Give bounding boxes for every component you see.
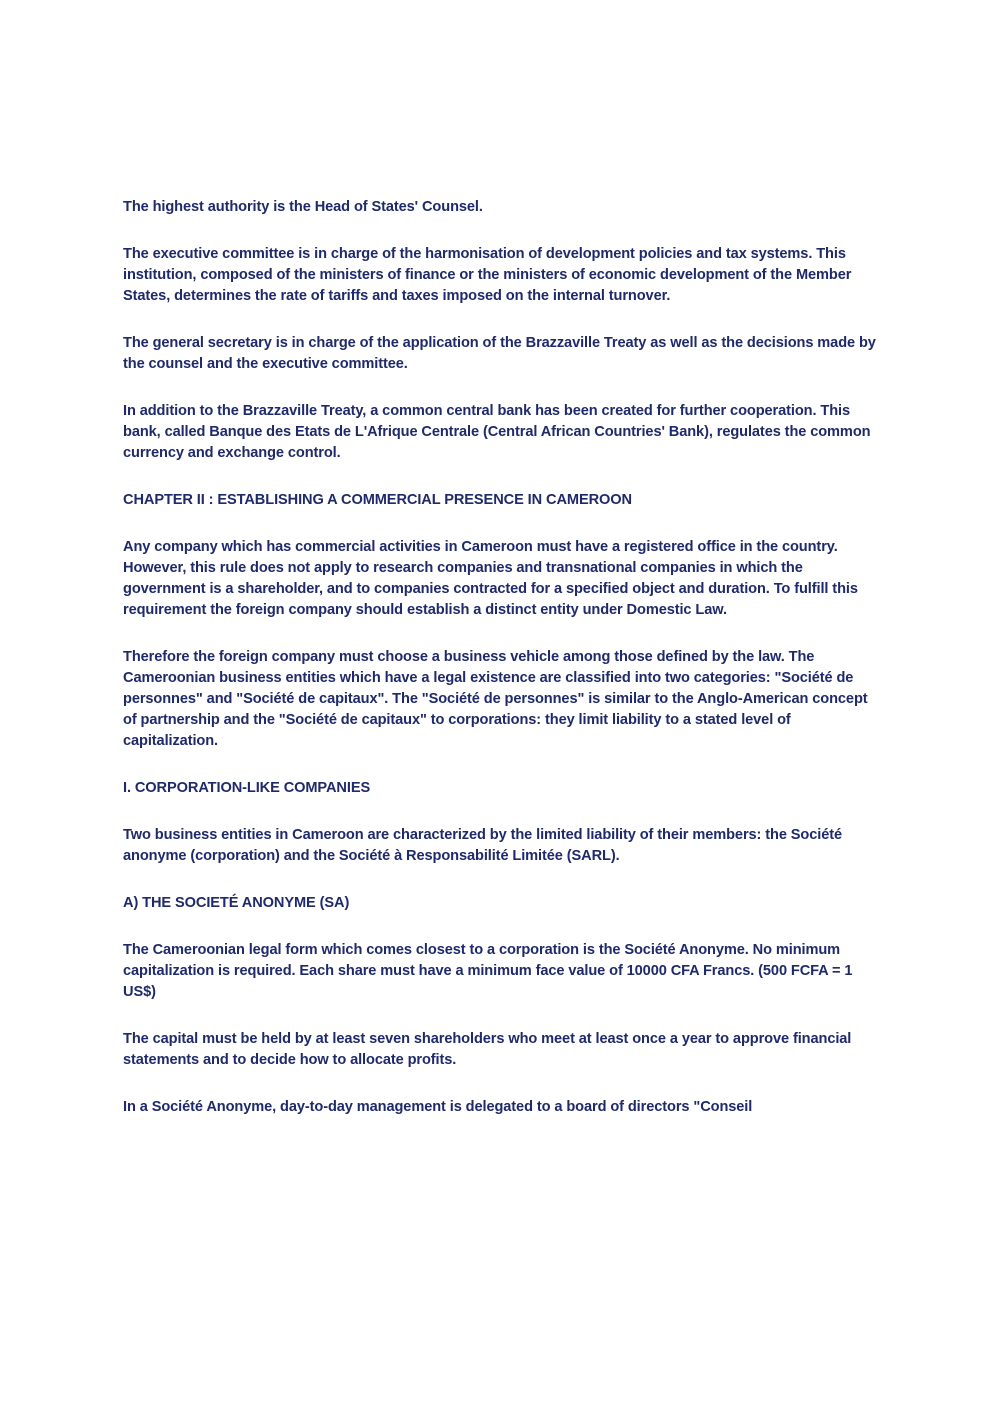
paragraph-limited-liability: Two business entities in Cameroon are characterized by the limited liability of their members: the Société anonyme (corporation) and the Société à Responsabilité Limitée (SARL).: [123, 827, 843, 864]
paragraph-business-vehicle: Therefore the foreign company must choose a business vehicle among those defined by the law. The Cameroonian business entities which have a legal existence are classified into two categories: "Société de personnes" and "Société de capitaux". The "Société de personnes" is similar to the Anglo-American concept of partnership and the "Société de capitaux" to corporations: they limit liability to a stated level of capitalization.: [123, 649, 868, 749]
paragraph-central-bank: In addition to the Brazzaville Treaty, a common central bank has been created for further cooperation. This bank, called Banque des Etats de L'Afrique Centrale (Central African Countries' Bank), regulates the common currency and exchange control.: [123, 403, 871, 461]
paragraph-sa-legal-form: The Cameroonian legal form which comes closest to a corporation is the Société Anonyme. No minimum capitalization is required. Each share must have a minimum face value of 10000 CFA Francs. (500 FCFA = 1 US$): [123, 942, 853, 1000]
document-page: [123, 197, 883, 1144]
paragraph-general-secretary: The general secretary is in charge of the application of the Brazzaville Treaty as well as the decisions made by the counsel and the executive committee.: [123, 335, 876, 372]
paragraph-management: In a Société Anonyme, day-to-day management is delegated to a board of directors "Conseil: [123, 1099, 753, 1115]
chapter-heading: CHAPTER II : ESTABLISHING A COMMERCIAL PRESENCE IN CAMEROON: [123, 492, 632, 508]
subsection-heading-sa: A) THE SOCIETÉ ANONYME (SA): [123, 895, 350, 911]
paragraph-registered-office: Any company which has commercial activities in Cameroon must have a registered office in the country. However, this rule does not apply to research companies and transnational companies in which the government is a shareholder, and to companies contracted for a specified object and duration. To fulfill this requirement the foreign company should establish a distinct entity under Domestic Law.: [123, 539, 858, 618]
paragraph-executive-committee: The executive committee is in charge of the harmonisation of development policies and tax systems. This institution, composed of the ministers of finance or the ministers of economic development of the Member States, determines the rate of tariffs and taxes imposed on the internal turnover.: [123, 246, 852, 304]
paragraph-shareholders: The capital must be held by at least seven shareholders who meet at least once a year to approve financial statements and to decide how to allocate profits.: [123, 1031, 852, 1068]
paragraph-highest-authority: The highest authority is the Head of States' Counsel.: [123, 199, 483, 215]
section-heading-corporation-like: I. CORPORATION-LIKE COMPANIES: [123, 780, 371, 796]
